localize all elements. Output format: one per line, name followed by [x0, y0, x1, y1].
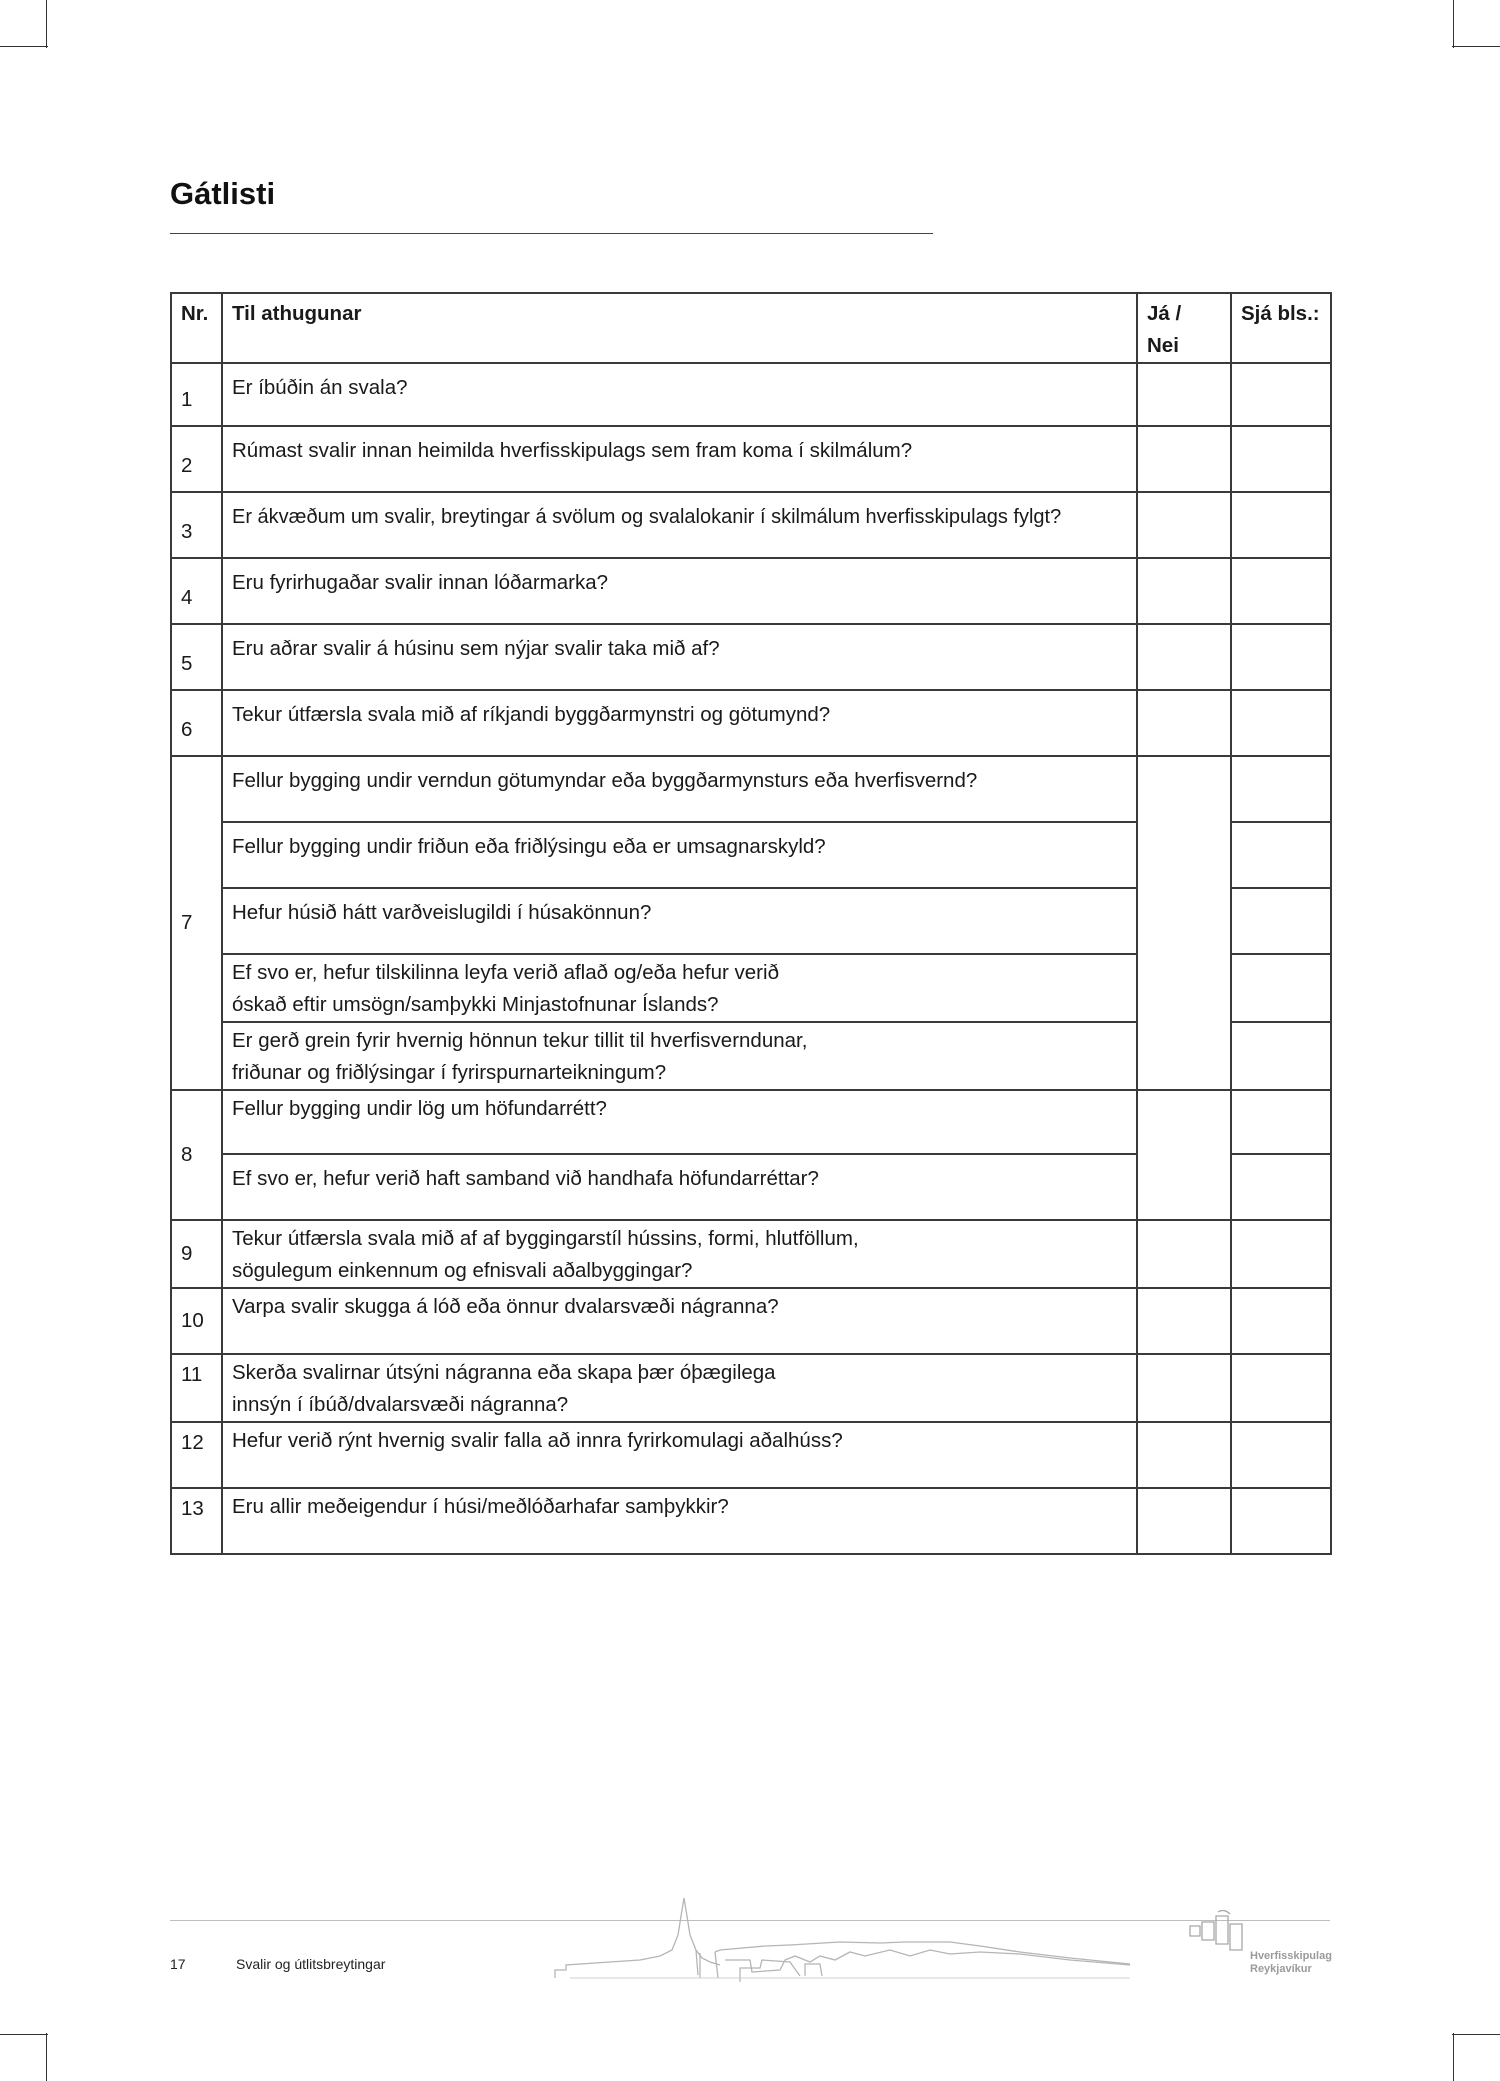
table-row [171, 558, 1331, 624]
yes-no-cell[interactable] [1137, 756, 1231, 1090]
yes-no-cell[interactable] [1137, 624, 1231, 690]
checklist-table [170, 292, 1332, 1555]
crop-mark [0, 2034, 48, 2035]
question-line: Er gerð grein fyrir hvernig hönnun tekur tillit til hverfisverndunar, [232, 1029, 808, 1052]
row-question [222, 954, 1137, 1022]
footer-doc-title: Svalir og útlitsbreytingar [236, 1956, 386, 1972]
see-page-cell[interactable] [1231, 690, 1331, 756]
question-line: sögulegum einkennum og efnisvali aðalbyggingar? [232, 1259, 693, 1282]
table-row [171, 1220, 1331, 1288]
logo-line: Hverfisskipulag [1250, 1950, 1332, 1962]
logo-wordmark [1250, 1950, 1332, 1976]
table-row [171, 363, 1331, 426]
crop-mark [0, 46, 48, 47]
title-divider [170, 233, 933, 234]
row-question [222, 1220, 1137, 1288]
see-page-cell[interactable] [1231, 492, 1331, 558]
question-line: óskað eftir umsögn/samþykki Minjastofnunar Íslands? [232, 993, 719, 1016]
row-number: 8 [171, 1090, 222, 1220]
crop-mark [1453, 0, 1454, 48]
row-number: 3 [171, 492, 222, 558]
table-row [171, 690, 1331, 756]
question-line: Ef svo er, hefur tilskilinna leyfa verið aflað og/eða hefur verið [232, 961, 779, 984]
question-line: Skerða svalirnar útsýni nágranna eða skapa þær óþægilega [232, 1361, 776, 1384]
row-question [222, 1022, 1137, 1090]
table-row [171, 1422, 1331, 1488]
row-question: Fellur bygging undir verndun götumyndar eða byggðarmynsturs eða hverfisvernd? [222, 756, 1137, 822]
row-question: Ef svo er, hefur verið haft samband við handhafa höfundarréttar? [222, 1154, 1137, 1220]
row-question: Eru allir meðeigendur í húsi/meðlóðarhafar samþykkir? [222, 1488, 1137, 1554]
row-number: 12 [171, 1422, 222, 1488]
crop-mark [46, 0, 47, 48]
crop-mark [1453, 2033, 1454, 2081]
see-page-cell[interactable] [1231, 1090, 1331, 1154]
row-number: 2 [171, 426, 222, 492]
row-number: 13 [171, 1488, 222, 1554]
see-page-cell[interactable] [1231, 1488, 1331, 1554]
see-page-cell[interactable] [1231, 954, 1331, 1022]
header-yes-no: Já / Nei [1137, 293, 1231, 363]
table-header-row [171, 293, 1331, 363]
header-nr: Nr. [171, 293, 222, 363]
see-page-cell[interactable] [1231, 558, 1331, 624]
page-title: Gátlisti [170, 176, 276, 211]
row-question: Er íbúðin án svala? [222, 363, 1137, 426]
table-row [171, 1288, 1331, 1354]
yes-no-cell[interactable] [1137, 363, 1231, 426]
see-page-cell[interactable] [1231, 1354, 1331, 1422]
header-see-page: Sjá bls.: [1231, 293, 1331, 363]
row-number: 5 [171, 624, 222, 690]
question-line: innsýn í íbúð/dvalarsvæði nágranna? [232, 1393, 569, 1416]
row-number: 6 [171, 690, 222, 756]
see-page-cell[interactable] [1231, 888, 1331, 954]
row-number: 1 [171, 363, 222, 426]
hverfisskipulag-logo-icon [1188, 1910, 1250, 1954]
row-question [222, 1354, 1137, 1422]
row-number: 9 [171, 1220, 222, 1288]
table-row [171, 426, 1331, 492]
yes-no-cell[interactable] [1137, 492, 1231, 558]
yes-no-cell[interactable] [1137, 690, 1231, 756]
see-page-cell[interactable] [1231, 1154, 1331, 1220]
yes-no-cell[interactable] [1137, 1422, 1231, 1488]
row-question: Er ákvæðum um svalir, breytingar á svölum og svalalokanir í skilmálum hverfisskipulags fylgt? [222, 492, 1137, 558]
see-page-cell[interactable] [1231, 426, 1331, 492]
question-line: friðunar og friðlýsingar í fyrirspurnarteikningum? [232, 1061, 667, 1084]
row-question: Tekur útfærsla svala mið af ríkjandi byggðarmynstri og götumynd? [222, 690, 1137, 756]
table-row [171, 1354, 1331, 1422]
reykjavik-skyline-illustration [550, 1890, 1130, 1990]
table-row [171, 1090, 1331, 1154]
yes-no-cell[interactable] [1137, 1090, 1231, 1220]
see-page-cell[interactable] [1231, 756, 1331, 822]
row-question: Fellur bygging undir friðun eða friðlýsingu eða er umsagnarskyld? [222, 822, 1137, 888]
row-question: Varpa svalir skugga á lóð eða önnur dvalarsvæði nágranna? [222, 1288, 1137, 1354]
see-page-cell[interactable] [1231, 363, 1331, 426]
row-number: 7 [171, 756, 222, 1090]
table-row [171, 492, 1331, 558]
yes-no-cell[interactable] [1137, 1220, 1231, 1288]
row-question: Hefur húsið hátt varðveislugildi í húsakönnun? [222, 888, 1137, 954]
row-question: Hefur verið rýnt hvernig svalir falla að innra fyrirkomulagi aðalhúss? [222, 1422, 1137, 1488]
row-number: 10 [171, 1288, 222, 1354]
question-line: Tekur útfærsla svala mið af af byggingarstíl hússins, formi, hlutföllum, [232, 1227, 859, 1250]
row-question: Eru aðrar svalir á húsinu sem nýjar svalir taka mið af? [222, 624, 1137, 690]
row-question: Eru fyrirhugaðar svalir innan lóðarmarka? [222, 558, 1137, 624]
see-page-cell[interactable] [1231, 1422, 1331, 1488]
crop-mark [1452, 2034, 1500, 2035]
yes-no-cell[interactable] [1137, 426, 1231, 492]
yes-no-cell[interactable] [1137, 1488, 1231, 1554]
row-question: Fellur bygging undir lög um höfundarrétt? [222, 1090, 1137, 1154]
crop-mark [1452, 46, 1500, 47]
row-number: 11 [171, 1354, 222, 1422]
see-page-cell[interactable] [1231, 822, 1331, 888]
row-number: 4 [171, 558, 222, 624]
see-page-cell[interactable] [1231, 1220, 1331, 1288]
page-number: 17 [170, 1956, 186, 1972]
header-item: Til athugunar [222, 293, 1137, 363]
logo-line: Reykjavíkur [1250, 1963, 1312, 1975]
table-row [171, 756, 1331, 822]
crop-mark [46, 2033, 47, 2081]
row-question: Rúmast svalir innan heimilda hverfisskipulags sem fram koma í skilmálum? [222, 426, 1137, 492]
yes-no-cell[interactable] [1137, 558, 1231, 624]
yes-no-cell[interactable] [1137, 1354, 1231, 1422]
see-page-cell[interactable] [1231, 624, 1331, 690]
yes-no-cell[interactable] [1137, 1288, 1231, 1354]
table-row [171, 624, 1331, 690]
see-page-cell[interactable] [1231, 1288, 1331, 1354]
table-row [171, 1488, 1331, 1554]
see-page-cell[interactable] [1231, 1022, 1331, 1090]
